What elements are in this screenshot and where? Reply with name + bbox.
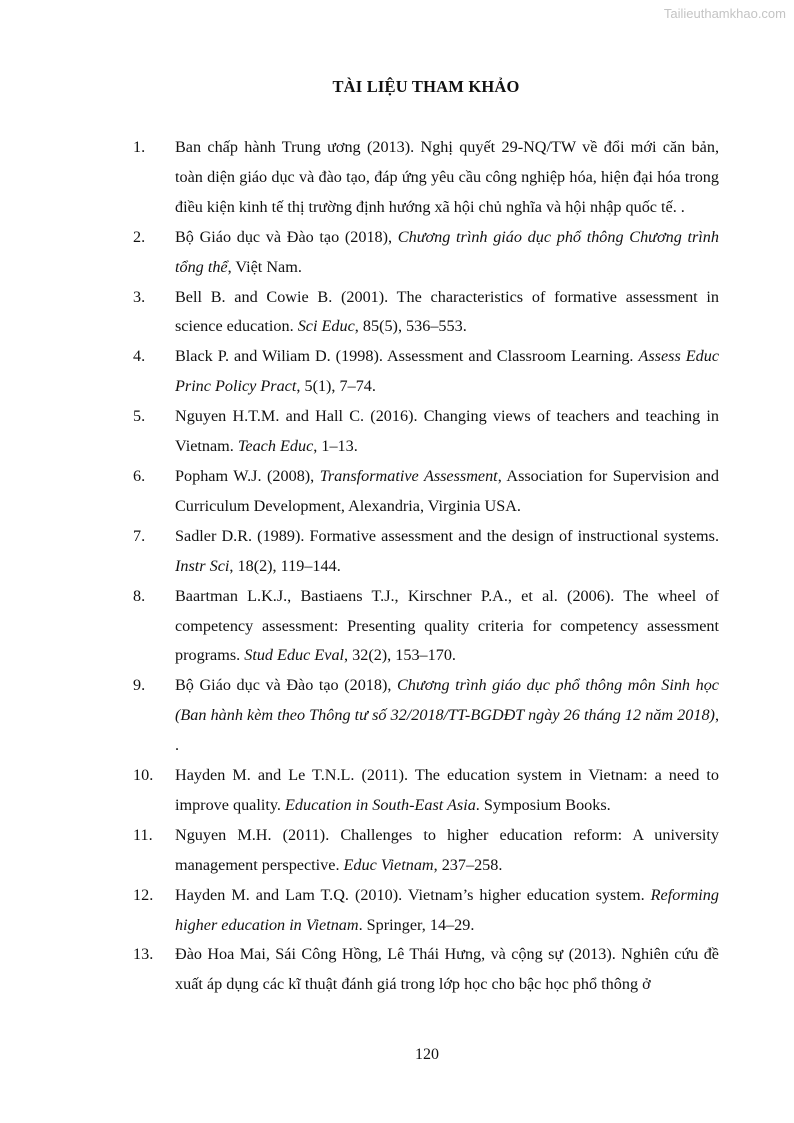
reference-item xyxy=(0,462,794,522)
reference-item xyxy=(0,342,794,402)
reference-number: 1. xyxy=(133,138,146,156)
reference-text xyxy=(175,522,719,582)
reference-italic-segment: Transformative Assessment xyxy=(319,466,498,485)
reference-item xyxy=(0,522,794,582)
reference-segment: Popham W.J. (2008), xyxy=(175,466,320,485)
reference-italic-segment: Teach Educ xyxy=(237,437,314,456)
reference-italic-segment: Stud Educ Eval xyxy=(244,646,345,665)
page-number: 120 xyxy=(415,1046,439,1063)
reference-number: 6. xyxy=(133,466,146,485)
reference-number: 2. xyxy=(133,227,146,246)
reference-item xyxy=(0,881,794,941)
reference-number: 3. xyxy=(133,287,146,306)
reference-segment: , 1–13. xyxy=(313,437,358,456)
reference-segment: Nguyen M.H. (2011). Challenges to higher education reform: A university management perspective. xyxy=(175,825,719,874)
reference-item xyxy=(0,761,794,821)
reference-italic-segment: Education in South-East Asia xyxy=(285,795,476,814)
reference-text xyxy=(175,671,719,761)
reference-segment: , 32(2), 153–170. xyxy=(344,646,456,665)
reference-number: 7. xyxy=(133,526,146,545)
reference-item xyxy=(0,133,794,223)
reference-segment: Bell B. and Cowie B. (2001). The characteristics of formative assessment in science education. xyxy=(175,287,719,336)
reference-italic-segment: Instr Sci xyxy=(175,556,230,575)
reference-segment: Hayden M. and Le T.N.L. (2011). The education system in Vietnam: a need to improve quality. xyxy=(175,766,719,814)
reference-text xyxy=(175,462,719,522)
reference-number: 11. xyxy=(133,825,153,844)
reference-list xyxy=(0,133,794,1000)
reference-segment: Nguyen H.T.M. and Hall C. (2016). Changing views of teachers and teaching in Vietnam. xyxy=(175,407,719,456)
reference-item xyxy=(0,402,794,462)
reference-segment: . Springer, 14–29. xyxy=(358,915,475,934)
page-title: TÀI LIỆU THAM KHẢO xyxy=(332,77,520,96)
reference-italic-segment: Educ Vietnam xyxy=(343,855,434,874)
reference-segment: Đào Hoa Mai, Sái Công Hồng, Lê Thái Hưng, và cộng sự (2013). Nghiên cứu đề xuất áp dụng các kĩ thuật đánh giá trong lớp học cho bậc học phổ thông ở xyxy=(175,945,719,994)
reference-text xyxy=(175,223,719,283)
reference-text xyxy=(175,582,719,672)
reference-italic-segment: Reforming higher education in Vietnam xyxy=(175,885,719,934)
reference-segment: , 85(5), 536–553. xyxy=(354,317,467,336)
reference-segment: Ban chấp hành Trung ương (2013). Nghị quyết 29-NQ/TW về đổi mới căn bản, toàn diện giáo dục và đào tạo, đáp ứng yêu cầu công nghiệp hóa, hiện đại hóa trong điều kiện kinh tế thị trường định hướng xã hội chủ nghĩa và hội nhập quốc tế. . xyxy=(175,138,719,216)
reference-number: 5. xyxy=(133,407,146,426)
reference-item xyxy=(0,940,794,1000)
reference-item xyxy=(0,821,794,881)
reference-number: 9. xyxy=(133,676,146,695)
reference-text xyxy=(175,761,719,821)
reference-text xyxy=(175,342,719,402)
reference-item xyxy=(0,671,794,761)
reference-segment: . Symposium Books. xyxy=(475,795,611,814)
reference-segment: , . xyxy=(175,706,719,755)
reference-segment: Hayden M. and Lam T.Q. (2010). Vietnam’s higher education system. xyxy=(175,885,651,904)
reference-segment: Bộ Giáo dục và Đào tạo (2018), xyxy=(175,676,397,695)
watermark: Tailieuthamkhao.com xyxy=(663,6,786,21)
reference-number: 4. xyxy=(133,347,146,366)
reference-segment: Baartman L.K.J., Bastiaens T.J., Kirschner P.A., et al. (2006). The wheel of competency assessment: Presenting quality criteria for competency assessment programs. xyxy=(175,586,719,665)
reference-italic-segment: Sci Educ xyxy=(297,317,355,336)
reference-segment: , 5(1), 7–74. xyxy=(296,377,376,396)
reference-number: 12. xyxy=(133,885,154,904)
reference-segment: , Việt Nam. xyxy=(227,257,302,276)
reference-item xyxy=(0,582,794,672)
reference-text xyxy=(175,940,719,1000)
reference-number: 8. xyxy=(133,586,146,605)
reference-segment: , Association for Supervision and Curriculum Development, Alexandria, Virginia USA. xyxy=(175,466,719,515)
reference-italic-segment: Assess Educ Princ Policy Pract xyxy=(175,347,720,396)
reference-italic-segment: Chương trình giáo dục phổ thông môn Sinh học (Ban hành kèm theo Thông tư số 32/2018/TT-BGDĐT ngày 26 tháng 12 năm 2018) xyxy=(175,676,719,725)
reference-text xyxy=(175,821,719,881)
reference-number: 13. xyxy=(133,945,154,964)
reference-segment: , 18(2), 119–144. xyxy=(229,556,341,575)
reference-item xyxy=(0,283,794,343)
reference-segment: , 237–258. xyxy=(433,855,503,874)
reference-segment: Sadler D.R. (1989). Formative assessment and the design of instructional systems. xyxy=(175,526,719,545)
reference-number: 10. xyxy=(133,766,154,785)
reference-segment: Black P. and Wiliam D. (1998). Assessment and Classroom Learning. xyxy=(175,347,639,366)
reference-text xyxy=(175,881,719,941)
reference-text xyxy=(175,283,719,343)
reference-text xyxy=(175,402,719,462)
reference-italic-segment: Chương trình giáo dục phổ thông Chương trình tổng thể xyxy=(175,227,719,276)
reference-segment: Bộ Giáo dục và Đào tạo (2018), xyxy=(175,227,398,246)
reference-text xyxy=(175,133,719,223)
reference-item xyxy=(0,223,794,283)
